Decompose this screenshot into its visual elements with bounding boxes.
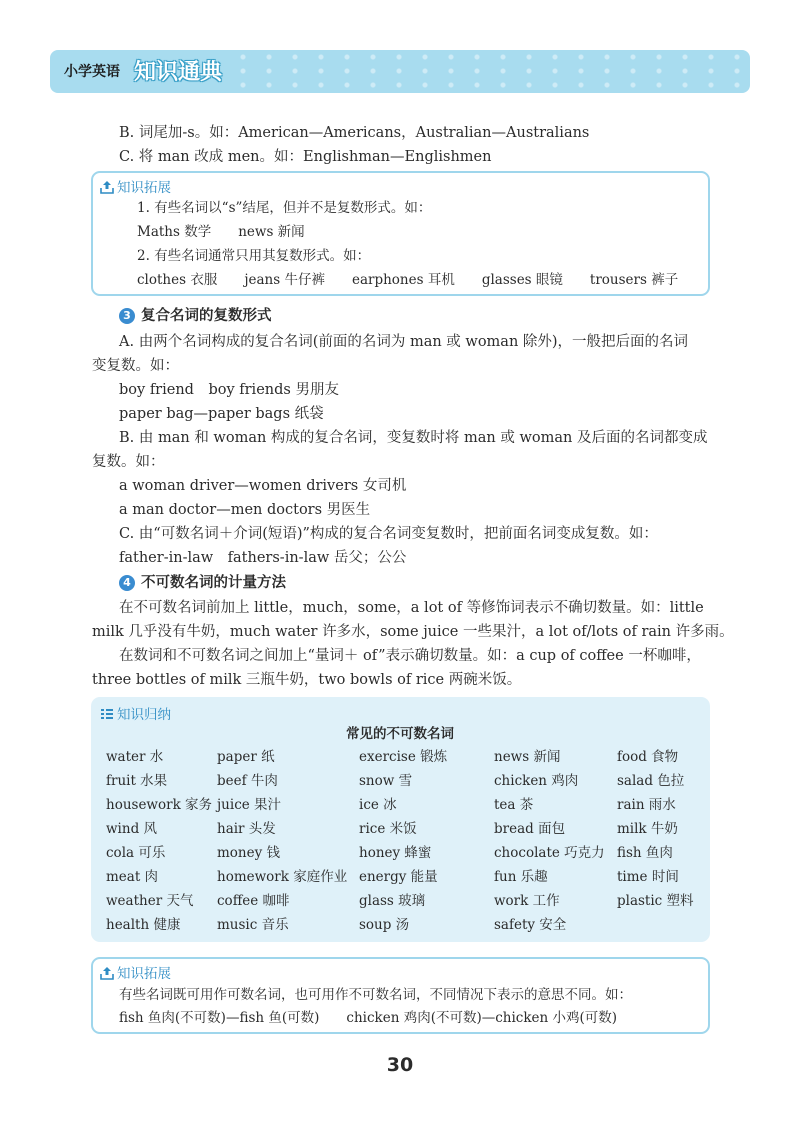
box-2-title: 知识拓展 [100,962,171,982]
box-1-line: 1. 有些名词以“s”结尾，但并不是复数形式。如： [137,200,432,216]
noun-cell: honey 蜂蜜 [359,845,432,861]
section-3-line: 变复数。如： [92,358,179,374]
noun-cell: beef 牛肉 [217,773,278,789]
rule-b-line: B. 词尾加-s。如：American—Americans，Australian—Australians [119,125,590,141]
noun-cell: bread 面包 [494,821,566,837]
section-3-line: paper bag—paper bags 纸袋 [119,406,324,422]
section-3-line: father-in-law fathers-in-law 岳父；公公 [119,550,407,566]
section-number-badge: 4 [119,575,135,591]
section-4-line: 在数词和不可数名词之间加上“量词＋ of”表示确切数量。如：a cup of coffee 一杯咖啡， [119,648,701,664]
section-4-line: 在不可数名词前加上 little，much，some，a lot of 等修饰词表示不确切数量。如：little [119,600,704,616]
noun-cell: music 音乐 [217,917,289,933]
noun-cell: rice 米饭 [359,821,417,837]
noun-cell: news 新闻 [494,749,561,765]
upload-icon [100,180,114,194]
list-icon [100,707,114,721]
noun-cell: wind 风 [106,821,158,837]
book-subtitle: 小学英语 [64,64,120,80]
noun-cell: safety 安全 [494,917,567,933]
summary-box-title: 知识归纳 [100,703,171,723]
noun-cell: exercise 锻炼 [359,749,448,765]
noun-cell: tea 茶 [494,797,534,813]
noun-cell: water 水 [106,749,164,765]
book-title: 知识通典 [134,60,223,85]
noun-cell: housework 家务 [106,797,213,813]
rule-c-line: C. 将 man 改成 men。如：Englishman—Englishmen [119,149,492,165]
section-3-line: A. 由两个名词构成的复合名词(前面的名词为 man 或 woman 除外)，一般把后面的名词 [119,334,689,350]
noun-cell: soup 汤 [359,917,410,933]
box-2-line: 有些名词既可用作可数名词，也可用作不可数名词，不同情况下表示的意思不同。如： [119,987,632,1003]
noun-cell: chocolate 巧克力 [494,845,605,861]
noun-cell: fruit 水果 [106,773,168,789]
noun-cell: rain 雨水 [617,797,676,813]
noun-cell: salad 色拉 [617,773,685,789]
noun-cell: ice 冰 [359,797,397,813]
section-4-line: three bottles of milk 三瓶牛奶，two bowls of rice 两碗米饭。 [92,672,522,688]
section-3-line: 复数。如： [92,454,165,470]
section-3-line: B. 由 man 和 woman 构成的复合名词，变复数时将 man 或 woman 及后面的名词都变成 [119,430,708,446]
noun-cell: coffee 咖啡 [217,893,290,909]
noun-cell: weather 天气 [106,893,194,909]
noun-cell: juice 果汁 [217,797,282,813]
noun-cell: milk 牛奶 [617,821,678,837]
table-title: 常见的不可数名词 [346,726,454,742]
noun-cell: cola 可乐 [106,845,166,861]
box-1-line: clothes 衣服 jeans 牛仔裤 earphones 耳机 glasses 眼镜 trousers 裤子 [137,272,679,288]
noun-cell: fish 鱼肉 [617,845,673,861]
noun-cell: snow 雪 [359,773,413,789]
noun-cell: fun 乐趣 [494,869,548,885]
section-3-line: boy friend boy friends 男朋友 [119,382,339,398]
upload-icon [100,966,114,980]
box-1-line: 2. 有些名词通常只用其复数形式。如： [137,248,371,264]
noun-cell: homework 家庭作业 [217,869,348,885]
section-4-heading: 4 不可数名词的计量方法 [119,571,286,592]
box-1-line: Maths 数学 news 新闻 [137,224,305,240]
header-pattern [230,50,750,93]
section-3-line: a woman driver—women drivers 女司机 [119,478,407,494]
section-number-badge: 3 [119,308,135,324]
noun-cell: health 健康 [106,917,181,933]
noun-cell: time 时间 [617,869,679,885]
page-number: 30 [386,1054,414,1076]
noun-cell: meat 肉 [106,869,159,885]
noun-cell: hair 头发 [217,821,276,837]
section-3-heading: 3 复合名词的复数形式 [119,304,272,325]
noun-cell: energy 能量 [359,869,438,885]
noun-cell: money 钱 [217,845,281,861]
noun-cell: plastic 塑料 [617,893,694,909]
noun-cell: chicken 鸡肉 [494,773,579,789]
noun-cell: work 工作 [494,893,560,909]
box-1-title: 知识拓展 [100,176,171,196]
box-2-line: fish 鱼肉(不可数)—fish 鱼(可数) chicken 鸡肉(不可数)—chicken 小鸡(可数) [119,1010,618,1026]
noun-cell: glass 玻璃 [359,893,426,909]
section-3-line: C. 由“可数名词＋介词(短语)”构成的复合名词变复数时，把前面名词变成复数。如： [119,526,658,542]
section-3-line: a man doctor—men doctors 男医生 [119,502,371,518]
noun-cell: paper 纸 [217,749,275,765]
section-4-line: milk 几乎没有牛奶，much water 许多水，some juice 一些果汁，a lot of/lots of rain 许多雨。 [92,624,734,640]
noun-cell: food 食物 [617,749,679,765]
